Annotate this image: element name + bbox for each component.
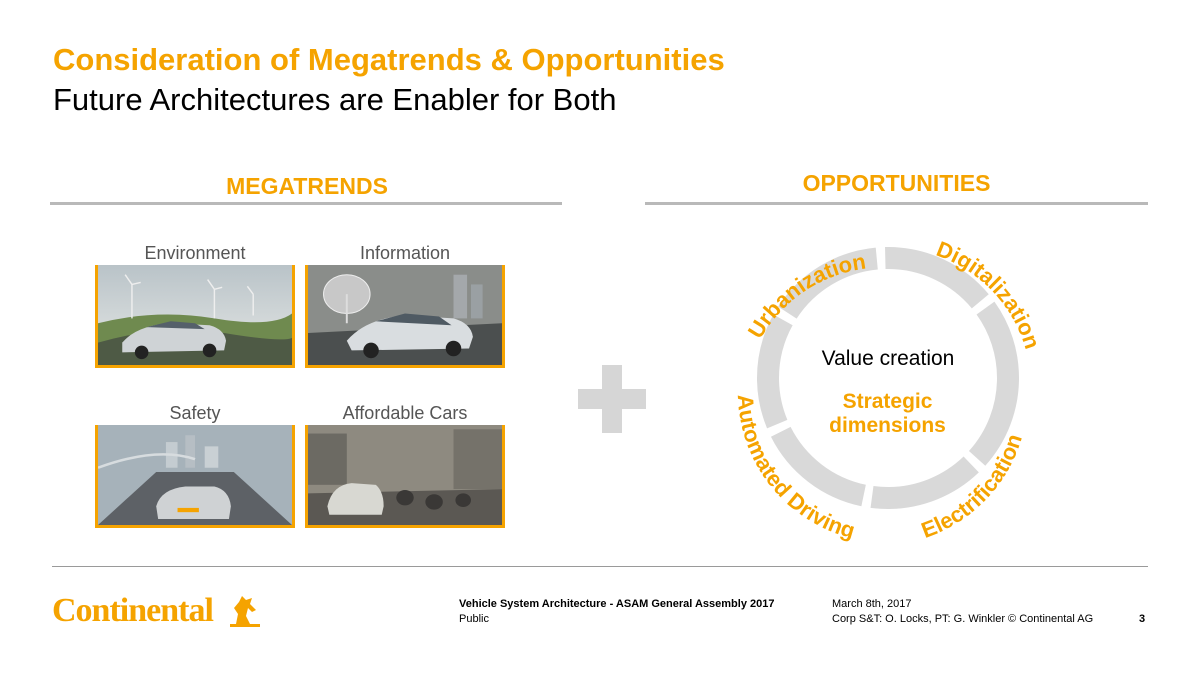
tile-label: Affordable Cars [342, 403, 468, 423]
tile-label: Environment [144, 243, 246, 263]
megatrends-heading: MEGATRENDS [226, 173, 388, 199]
tile-safety [95, 403, 295, 528]
logo-text: Continental [52, 592, 213, 629]
digitalization-label: Digitalization [933, 236, 1046, 352]
electrification-label: Electrification [917, 430, 1027, 543]
footer-rule [52, 566, 1148, 567]
tile-label: Information [359, 243, 451, 263]
horse-icon [230, 594, 260, 628]
tile-affordable-cars [305, 403, 505, 528]
tile-information [305, 243, 505, 368]
megatrends-rule [50, 202, 562, 205]
continental-logo [52, 592, 213, 632]
doc-title: Vehicle System Architecture - ASAM General Assembly 2017 [459, 598, 775, 610]
presentation-date: March 8th, 2017 [832, 598, 912, 610]
value-creation-label: Value creation [821, 347, 955, 370]
slide-subtitle: Future Architectures are Enabler for Both [53, 82, 617, 117]
environment-photo [95, 265, 295, 368]
page-number: 3 [1139, 613, 1146, 625]
plus-icon [578, 365, 646, 433]
opportunities-rule [645, 202, 1148, 205]
classification: Public [459, 613, 489, 625]
tile-label: Safety [169, 403, 221, 423]
opportunities-heading: OPPORTUNITIES [802, 170, 991, 196]
slide-title: Consideration of Megatrends & Opportunities [53, 42, 725, 77]
strategic-dimensions-label: Strategic dimensions [829, 390, 946, 437]
authors: Corp S&T: O. Locks, PT: G. Winkler © Continental AG [832, 613, 1094, 625]
tile-environment [95, 243, 295, 368]
safety-photo [95, 425, 295, 528]
urbanization-label: Urbanization [742, 248, 868, 343]
automated-driving-label: Automated Driving [732, 393, 858, 544]
affordable-cars-photo [305, 425, 505, 528]
information-photo [305, 265, 505, 368]
